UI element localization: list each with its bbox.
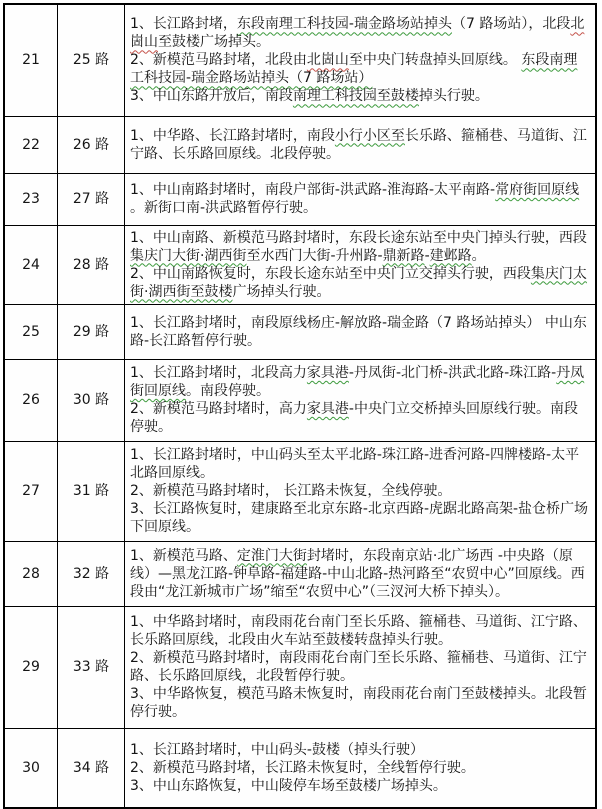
detour-text: 。南段停驶。 [186, 383, 270, 399]
spellcheck-green-squiggle: 南理工科技园至鼓楼 [292, 88, 419, 105]
route-detour-item [130, 759, 589, 777]
row-number-cell: 23 [4, 173, 58, 225]
route-detour-item [130, 400, 589, 436]
route-detour-item [130, 649, 589, 685]
route-number-cell: 30 路 [58, 359, 125, 441]
row-number-cell: 21 [4, 4, 58, 116]
table-row [4, 728, 596, 808]
route-detour-item [130, 229, 589, 265]
detour-text: 封堵时，东段南京站·北广场西 -中央路（原线）—黑龙江路-钟阜路-福建路-中山北路-热河路至“农贸中心”回原线。西段由“龙江新城市广场”缩至“农贸中心”（三汊河大桥下掉头）。 [130, 547, 585, 600]
route-number-cell: 26 路 [58, 116, 125, 173]
route-detail-cell [125, 304, 597, 359]
detour-text: 2、新模范马路封堵时，高力 [130, 401, 307, 417]
spellcheck-green-squiggle: 家具港 [306, 401, 349, 417]
detour-text: 1、中山南路封堵时，南段户部街-洪武路-淮海路-太平南路- [130, 182, 496, 198]
route-detour-item [130, 15, 589, 51]
detour-text: 1、中华路、长江路封堵时，南段 [130, 127, 335, 144]
route-number-cell: 33 路 [58, 606, 125, 728]
route-detail-cell [125, 116, 597, 173]
spellcheck-red-squiggle: 北崮山 [306, 52, 349, 69]
route-detail-cell [125, 173, 597, 225]
detour-text: 3、长江路恢复时，建康路至北京东路-北京西路-虎踞北路高架-盐仓桥广场下回原线。 [130, 501, 589, 535]
detour-text: 至中央门转盘掉头回原线。 [348, 52, 522, 69]
detour-text: （7 路场站），北段 [451, 16, 571, 33]
row-number-cell: 22 [4, 116, 58, 173]
spellcheck-green-squiggle: 家具港 [306, 365, 349, 381]
route-number-cell: 31 路 [58, 441, 125, 541]
detour-text: 2、新模范马路封堵，北段由 [130, 52, 307, 69]
table-row [4, 4, 596, 116]
detour-text: 2、中山南路恢复时，东段长途东站至中央门立交掉头行驶，西段 [130, 265, 531, 282]
detour-text: - [424, 247, 430, 264]
route-detour-item [130, 51, 589, 87]
table-row [4, 173, 596, 225]
route-detail-cell [125, 541, 597, 606]
spellcheck-green-squiggle: 丹凤街回原线 [130, 365, 585, 399]
detour-text: 1、中山南路、新模范马路封堵时，东段长途东站至中央门掉头行驶，西段 [130, 229, 587, 246]
spellcheck-green-squiggle: 常府街回原线 [495, 182, 580, 198]
spellcheck-green-squiggle: 东段南理工科技园-瑞金路场站掉头 [236, 16, 452, 33]
detour-text: 2、新模范马路封堵，长江路未恢复时，全线暂停行驶。 [130, 759, 475, 776]
route-number-cell: 25 路 [58, 4, 125, 116]
spellcheck-green-squiggle: 建邺路 [429, 247, 472, 264]
detour-text: 掉头行驶。 [418, 88, 489, 105]
row-number-cell: 25 [4, 304, 58, 359]
route-number-cell: 27 路 [58, 173, 125, 225]
route-detour-item [130, 87, 589, 105]
detour-text: 3、中山东路开放后，南段 [130, 88, 293, 105]
detour-text: 2、新模范马路封堵时，南段雨花台南门至长乐路、箍桶巷、马道街、江宁路、长乐路回原线，北段暂停行驶。 [130, 650, 587, 684]
spellcheck-green-squiggle: 鼎新路 [382, 247, 425, 264]
detour-text: 长乐路、箍桶巷、马道街、江宁路、长乐路回原线。北段停驶。 [130, 127, 587, 162]
detour-text: 2、新模范马路封堵时， 长江路未恢复，全线停驶。 [130, 483, 452, 499]
spellcheck-green-squiggle: 小行小区至 [334, 127, 405, 144]
detour-text: 1、新模范马路、 [130, 547, 237, 564]
route-detour-item [130, 777, 589, 795]
table-row [4, 359, 596, 441]
detour-text: 。 [471, 247, 486, 264]
detour-text: 广场掉头行驶。 [232, 283, 331, 300]
spellcheck-green-squiggle: 定淮门大街 [236, 547, 307, 564]
table-row [4, 606, 596, 728]
route-detour-item [130, 127, 589, 163]
route-detour-item [130, 500, 589, 536]
bus-route-detour-table [3, 3, 597, 809]
row-number-cell: 30 [4, 728, 58, 808]
route-detail-cell [125, 606, 597, 728]
detour-text: 至鼓楼广场掉头。 [158, 34, 270, 51]
detour-text: -中央门立交桥掉头回原线行驶。南段停驶。 [130, 401, 578, 435]
row-number-cell: 24 [4, 225, 58, 304]
spellcheck-green-squiggle: 集庆门太街·湖西街至鼓楼 [130, 265, 587, 300]
route-detour-item [130, 547, 589, 601]
route-detail-cell [125, 728, 597, 808]
route-detour-item [130, 181, 589, 217]
route-detour-item [130, 314, 589, 350]
table-row [4, 304, 596, 359]
spellcheck-red-squiggle: 北崮山 [130, 16, 585, 51]
route-detail-cell [125, 359, 597, 441]
route-detour-item [130, 364, 589, 400]
spellcheck-green-squiggle: 集庆门大街·湖西街 [130, 247, 247, 264]
route-detour-item [130, 685, 589, 721]
route-number-cell: 34 路 [58, 728, 125, 808]
route-detour-item [130, 446, 589, 482]
detour-text: 1、中华路封堵时，南段雨花台南门至长乐路、箍桶巷、马道街、江宁路、长乐路回原线，北段由火车站至鼓楼转盘掉头行驶。 [130, 614, 587, 648]
table-row [4, 441, 596, 541]
route-detour-item [130, 265, 589, 301]
row-number-cell: 27 [4, 441, 58, 541]
detour-text: -丹凤街-北门桥-洪武北路-珠江路- [348, 365, 557, 381]
detour-text: 1、长江路封堵时，中山码头-鼓楼（掉头行驶） [130, 741, 424, 758]
route-detour-item [130, 482, 589, 500]
detour-text: 1、长江路封堵时，中山码头至太平北路-珠江路-进香河路-四牌楼路-太平北路回原线。 [130, 447, 580, 481]
route-detour-item [130, 741, 589, 759]
detour-text: 3、中山东路恢复，中山陵停车场至鼓楼广场掉头。 [130, 777, 447, 794]
route-detail-cell [125, 225, 597, 304]
detour-text: 1、长江路封堵时，南段原线杨庄-解放路-瑞金路（7 路场站掉头） 中山东路-长江路暂停行驶。 [130, 314, 587, 349]
detour-text: 1、长江路封堵， [130, 16, 237, 33]
route-number-cell: 29 路 [58, 304, 125, 359]
table-body [4, 4, 596, 808]
table-row [4, 541, 596, 606]
route-number-cell: 28 路 [58, 225, 125, 304]
row-number-cell: 28 [4, 541, 58, 606]
table-row [4, 225, 596, 304]
route-detail-cell [125, 441, 597, 541]
detour-text: 3、中华路恢复，模范马路未恢复时，南段雨花台南门至鼓楼掉头。北段暂停行驶。 [130, 686, 587, 720]
detour-text: 1、长江路封堵时，北段高力 [130, 365, 307, 381]
route-detail-cell [125, 4, 597, 116]
row-number-cell: 26 [4, 359, 58, 441]
spellcheck-green-squiggle: 东段南理工科技园-瑞金路场站掉头（7 路场站） [130, 52, 578, 87]
detour-text: 至水西门大街-升州路- [246, 247, 383, 264]
route-detour-item [130, 613, 589, 649]
table-row [4, 116, 596, 173]
detour-text: 。新街口南-洪武路暂停行驶。 [130, 200, 318, 216]
row-number-cell: 29 [4, 606, 58, 728]
route-number-cell: 32 路 [58, 541, 125, 606]
